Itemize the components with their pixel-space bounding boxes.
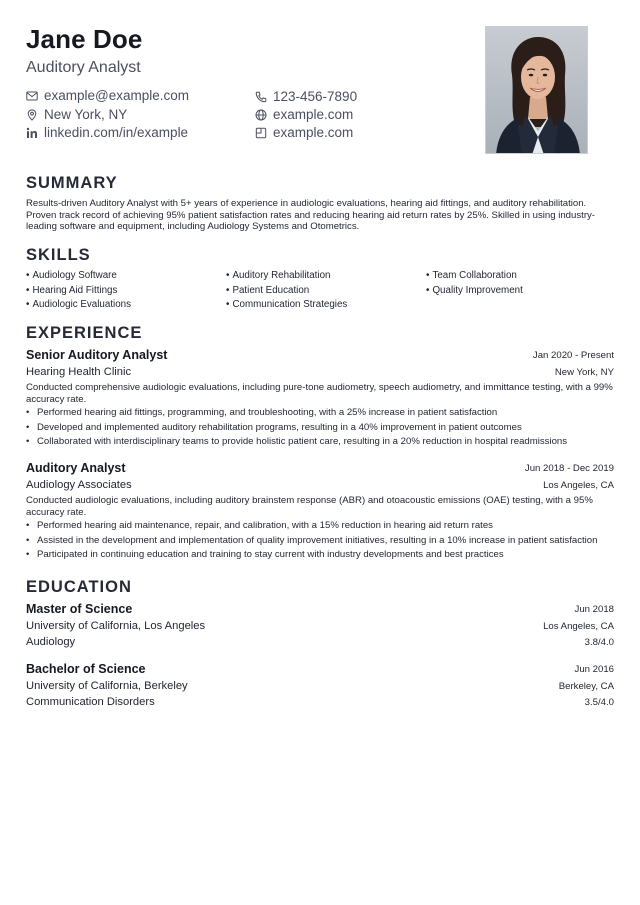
mail-icon (26, 90, 38, 102)
skill-item: • Quality Improvement (426, 285, 523, 296)
contact-portfolio[interactable] (255, 125, 353, 140)
candidate-title: Auditory Analyst (26, 59, 141, 76)
skill-item: • Audiologic Evaluations (26, 299, 131, 310)
job-description: Conducted comprehensive audiologic evaluations, including pure-tone audiometry, speech audiometry, and immittance testing, with a 99% accuracy rate. (26, 382, 613, 405)
contact-linkedin[interactable] (26, 125, 188, 140)
contact-location-text: New York, NY (44, 107, 128, 122)
experience-heading: EXPERIENCE (26, 324, 143, 342)
skill-item: • Hearing Aid Fittings (26, 285, 117, 296)
degree-field: Audiology (26, 636, 76, 648)
degree-school: University of California, Los Angeles (26, 620, 206, 632)
summary-text: Results-driven Auditory Analyst with 5+ years of experience in audiologic evaluations, hearing aid fittings, and auditory rehabilitation. Proven track record of achieving 95% patient satisfaction rates and reducing hearing aid return rates by 25%. Skilled in using industry-leading software and equipment, including Audiology Systems and Otometrics. (26, 198, 596, 233)
phone-icon (255, 91, 267, 103)
job-dates: Jan 2020 - Present (532, 350, 614, 361)
job-description: Conducted audiologic evaluations, including auditory brainstem response (ABR) and otoacoustic emissions (OAE) testing, with a 95% accuracy rate. (26, 495, 593, 518)
job-dates: Jun 2018 - Dec 2019 (524, 463, 614, 474)
profile-photo (485, 26, 588, 154)
job-location: Los Angeles, CA (543, 480, 614, 491)
skills-heading: SKILLS (26, 246, 91, 264)
degree-location: Berkeley, CA (558, 681, 614, 692)
job-bullet-list (26, 406, 616, 450)
skill-item: • Auditory Rehabilitation (226, 270, 330, 281)
skill-item: • Communication Strategies (226, 299, 347, 310)
job-bullet: • Collaborated with interdisciplinary teams to provide holistic patient care, resulting in a 20% reduction in hospital readmissions (26, 435, 616, 450)
job-company: Audiology Associates (26, 479, 132, 491)
contact-email-text: example@example.com (44, 88, 190, 103)
contact-email[interactable] (26, 88, 189, 103)
job-bullet: • Participated in continuing education and training to stay current with industry developments and best practices (26, 548, 616, 563)
contact-website[interactable] (255, 107, 353, 122)
contact-phone-text: 123-456-7890 (273, 89, 358, 104)
portfolio-icon (255, 127, 267, 139)
skill-item: • Patient Education (226, 285, 309, 296)
degree-school: University of California, Berkeley (26, 680, 188, 692)
job-bullet: • Performed hearing aid fittings, programming, and troubleshooting, with a 25% increase in patient satisfaction (26, 406, 616, 421)
degree-gpa: 3.5/4.0 (584, 697, 614, 708)
education-heading: EDUCATION (26, 578, 132, 596)
job-bullet-list (26, 519, 616, 563)
degree-date: Jun 2018 (574, 604, 614, 615)
degree-field: Communication Disorders (26, 696, 155, 708)
degree-date: Jun 2016 (574, 664, 614, 675)
contact-website-text: example.com (273, 107, 354, 122)
job-title: Auditory Analyst (26, 461, 126, 475)
degree-gpa: 3.8/4.0 (584, 637, 614, 648)
job-bullet: • Developed and implemented auditory rehabilitation programs, resulting in a 40% improvement in patient outcomes (26, 421, 616, 436)
degree-location: Los Angeles, CA (543, 621, 614, 632)
globe-icon (255, 109, 267, 121)
degree-title: Master of Science (26, 602, 133, 616)
job-title: Senior Auditory Analyst (26, 348, 168, 362)
job-bullet: • Assisted in the development and implementation of quality improvement initiatives, resulting in a 10% increase in patient satisfaction (26, 534, 616, 549)
contact-location (26, 107, 127, 122)
skill-item: • Team Collaboration (426, 270, 517, 281)
contact-phone[interactable] (255, 89, 357, 104)
summary-heading: SUMMARY (26, 174, 118, 192)
linkedin-icon (26, 127, 38, 139)
job-location: New York, NY (554, 367, 614, 378)
degree-title: Bachelor of Science (26, 662, 146, 676)
candidate-name: Jane Doe (26, 24, 143, 54)
skill-item: • Audiology Software (26, 270, 117, 281)
job-company: Hearing Health Clinic (26, 366, 132, 378)
contact-portfolio-text: example.com (273, 125, 354, 140)
location-pin-icon (26, 109, 38, 121)
contact-linkedin-text: linkedin.com/in/example (44, 125, 189, 140)
job-bullet: • Performed hearing aid maintenance, repair, and calibration, with a 15% reduction in hearing aid return rates (26, 519, 616, 534)
